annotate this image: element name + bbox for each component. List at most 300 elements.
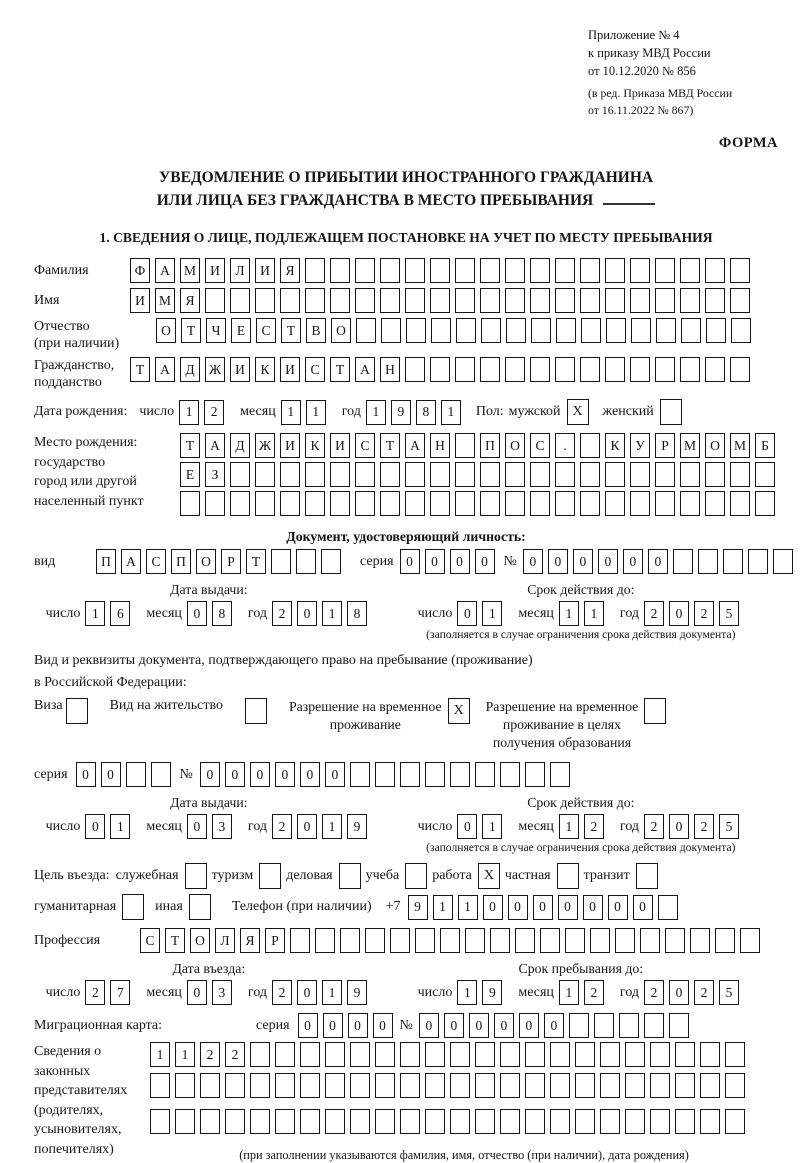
char-cell[interactable] (680, 491, 700, 516)
char-cell[interactable] (415, 928, 435, 953)
char-cell[interactable]: О (190, 928, 210, 953)
char-cell[interactable] (330, 258, 350, 283)
char-cell[interactable] (280, 462, 300, 487)
char-cell[interactable]: 0 (300, 762, 320, 787)
char-cell[interactable]: 0 (400, 549, 420, 574)
char-cell[interactable]: 1 (457, 980, 477, 1005)
char-cell[interactable] (405, 258, 425, 283)
char-cell[interactable] (271, 549, 291, 574)
char-cell[interactable]: 3 (212, 980, 232, 1005)
char-cell[interactable] (630, 491, 650, 516)
char-cell[interactable] (325, 1073, 345, 1098)
char-cell[interactable] (381, 318, 401, 343)
char-cell[interactable] (380, 462, 400, 487)
char-cell[interactable] (555, 462, 575, 487)
char-cell[interactable] (380, 491, 400, 516)
char-cell[interactable] (655, 357, 675, 382)
char-cell[interactable] (450, 1073, 470, 1098)
char-cell[interactable] (456, 318, 476, 343)
purpose-humanitarian-checkbox[interactable] (122, 894, 144, 920)
char-cell[interactable] (465, 928, 485, 953)
char-cell[interactable] (590, 928, 610, 953)
char-cell[interactable] (150, 1073, 170, 1098)
char-cell[interactable] (500, 1073, 520, 1098)
char-cell[interactable]: П (171, 549, 191, 574)
char-cell[interactable] (350, 1073, 370, 1098)
char-cell[interactable]: И (330, 433, 350, 458)
char-cell[interactable] (700, 1109, 720, 1134)
char-cell[interactable] (575, 1042, 595, 1067)
char-cell[interactable]: 1 (175, 1042, 195, 1067)
char-cell[interactable]: 0 (425, 549, 445, 574)
char-cell[interactable] (480, 258, 500, 283)
char-cell[interactable] (580, 462, 600, 487)
char-cell[interactable] (555, 288, 575, 313)
char-cell[interactable] (305, 288, 325, 313)
char-cell[interactable] (250, 1042, 270, 1067)
char-cell[interactable] (406, 318, 426, 343)
char-cell[interactable] (430, 357, 450, 382)
char-cell[interactable] (705, 258, 725, 283)
char-cell[interactable]: 0 (85, 814, 105, 839)
char-cell[interactable]: О (705, 433, 725, 458)
char-cell[interactable] (475, 762, 495, 787)
char-cell[interactable]: 2 (584, 980, 604, 1005)
char-cell[interactable]: . (555, 433, 575, 458)
char-cell[interactable]: Ж (205, 357, 225, 382)
char-cell[interactable]: 0 (533, 895, 553, 920)
char-cell[interactable] (658, 895, 678, 920)
char-cell[interactable]: 1 (559, 601, 579, 626)
char-cell[interactable]: Е (231, 318, 251, 343)
char-cell[interactable] (625, 1042, 645, 1067)
char-cell[interactable] (619, 1013, 639, 1038)
char-cell[interactable] (655, 288, 675, 313)
char-cell[interactable]: П (480, 433, 500, 458)
char-cell[interactable] (630, 357, 650, 382)
char-cell[interactable] (550, 1109, 570, 1134)
char-cell[interactable] (205, 491, 225, 516)
char-cell[interactable] (690, 928, 710, 953)
char-cell[interactable]: 0 (187, 601, 207, 626)
char-cell[interactable] (375, 1073, 395, 1098)
char-cell[interactable]: 0 (444, 1013, 464, 1038)
char-cell[interactable]: 1 (322, 814, 342, 839)
char-cell[interactable] (200, 1073, 220, 1098)
char-cell[interactable]: 0 (297, 814, 317, 839)
char-cell[interactable]: Л (215, 928, 235, 953)
char-cell[interactable] (615, 928, 635, 953)
char-cell[interactable]: 1 (559, 980, 579, 1005)
char-cell[interactable] (355, 288, 375, 313)
char-cell[interactable] (425, 1073, 445, 1098)
edu-residence-permit-checkbox[interactable] (644, 698, 666, 724)
char-cell[interactable] (600, 1042, 620, 1067)
char-cell[interactable] (505, 462, 525, 487)
char-cell[interactable] (565, 928, 585, 953)
char-cell[interactable]: М (155, 288, 175, 313)
char-cell[interactable]: 2 (694, 814, 714, 839)
char-cell[interactable]: 2 (272, 601, 292, 626)
char-cell[interactable]: 1 (458, 895, 478, 920)
female-checkbox[interactable] (660, 399, 682, 425)
char-cell[interactable]: Я (180, 288, 200, 313)
char-cell[interactable] (300, 1109, 320, 1134)
char-cell[interactable] (480, 357, 500, 382)
char-cell[interactable]: К (605, 433, 625, 458)
char-cell[interactable]: 6 (110, 601, 130, 626)
char-cell[interactable]: 0 (508, 895, 528, 920)
purpose-private-checkbox[interactable] (557, 863, 579, 889)
char-cell[interactable] (730, 288, 750, 313)
char-cell[interactable]: С (530, 433, 550, 458)
char-cell[interactable] (225, 1073, 245, 1098)
char-cell[interactable] (275, 1042, 295, 1067)
char-cell[interactable] (705, 462, 725, 487)
purpose-business-checkbox[interactable] (339, 863, 361, 889)
char-cell[interactable] (675, 1109, 695, 1134)
char-cell[interactable] (575, 1073, 595, 1098)
char-cell[interactable]: Н (430, 433, 450, 458)
char-cell[interactable] (673, 549, 693, 574)
char-cell[interactable] (230, 288, 250, 313)
char-cell[interactable] (250, 1073, 270, 1098)
char-cell[interactable]: 2 (584, 814, 604, 839)
char-cell[interactable] (400, 1042, 420, 1067)
char-cell[interactable] (665, 928, 685, 953)
char-cell[interactable] (550, 762, 570, 787)
char-cell[interactable] (380, 258, 400, 283)
visa-checkbox[interactable] (66, 698, 88, 724)
char-cell[interactable] (581, 318, 601, 343)
char-cell[interactable] (325, 1109, 345, 1134)
char-cell[interactable] (575, 1109, 595, 1134)
char-cell[interactable] (505, 357, 525, 382)
char-cell[interactable] (600, 1073, 620, 1098)
char-cell[interactable]: 0 (297, 980, 317, 1005)
char-cell[interactable] (430, 491, 450, 516)
char-cell[interactable]: К (305, 433, 325, 458)
char-cell[interactable]: 0 (450, 549, 470, 574)
char-cell[interactable]: Т (181, 318, 201, 343)
char-cell[interactable]: 0 (548, 549, 568, 574)
char-cell[interactable] (773, 549, 793, 574)
char-cell[interactable]: 8 (212, 601, 232, 626)
char-cell[interactable] (605, 357, 625, 382)
char-cell[interactable] (430, 288, 450, 313)
char-cell[interactable]: Б (755, 433, 775, 458)
char-cell[interactable] (425, 1109, 445, 1134)
char-cell[interactable] (555, 491, 575, 516)
char-cell[interactable]: В (306, 318, 326, 343)
temp-residence-permit-checkbox[interactable]: X (448, 698, 470, 724)
char-cell[interactable] (605, 288, 625, 313)
char-cell[interactable] (475, 1073, 495, 1098)
char-cell[interactable]: И (130, 288, 150, 313)
char-cell[interactable] (531, 318, 551, 343)
char-cell[interactable] (530, 357, 550, 382)
char-cell[interactable]: 1 (482, 814, 502, 839)
char-cell[interactable]: 1 (85, 601, 105, 626)
char-cell[interactable]: И (280, 357, 300, 382)
char-cell[interactable] (365, 928, 385, 953)
char-cell[interactable]: 1 (441, 400, 461, 425)
char-cell[interactable] (350, 1042, 370, 1067)
char-cell[interactable]: 0 (544, 1013, 564, 1038)
char-cell[interactable] (475, 1042, 495, 1067)
char-cell[interactable]: 1 (322, 601, 342, 626)
char-cell[interactable]: 0 (298, 1013, 318, 1038)
char-cell[interactable] (594, 1013, 614, 1038)
char-cell[interactable]: А (405, 433, 425, 458)
char-cell[interactable] (275, 1109, 295, 1134)
char-cell[interactable] (200, 1109, 220, 1134)
char-cell[interactable] (505, 491, 525, 516)
char-cell[interactable]: Ч (206, 318, 226, 343)
char-cell[interactable] (605, 462, 625, 487)
char-cell[interactable] (355, 491, 375, 516)
char-cell[interactable] (525, 762, 545, 787)
char-cell[interactable]: С (355, 433, 375, 458)
char-cell[interactable]: С (256, 318, 276, 343)
char-cell[interactable] (580, 357, 600, 382)
char-cell[interactable]: 1 (366, 400, 386, 425)
char-cell[interactable] (431, 318, 451, 343)
char-cell[interactable]: Я (280, 258, 300, 283)
char-cell[interactable] (625, 1073, 645, 1098)
char-cell[interactable] (400, 762, 420, 787)
char-cell[interactable]: 2 (272, 814, 292, 839)
char-cell[interactable] (355, 258, 375, 283)
char-cell[interactable] (321, 549, 341, 574)
char-cell[interactable]: 2 (694, 980, 714, 1005)
char-cell[interactable] (480, 288, 500, 313)
char-cell[interactable]: Л (230, 258, 250, 283)
char-cell[interactable] (650, 1109, 670, 1134)
char-cell[interactable] (330, 491, 350, 516)
char-cell[interactable]: 9 (347, 980, 367, 1005)
char-cell[interactable]: 1 (110, 814, 130, 839)
char-cell[interactable] (455, 462, 475, 487)
char-cell[interactable] (530, 491, 550, 516)
char-cell[interactable] (175, 1073, 195, 1098)
char-cell[interactable] (300, 1073, 320, 1098)
char-cell[interactable] (540, 928, 560, 953)
char-cell[interactable]: И (255, 258, 275, 283)
char-cell[interactable]: 1 (559, 814, 579, 839)
char-cell[interactable]: А (355, 357, 375, 382)
char-cell[interactable]: 0 (648, 549, 668, 574)
char-cell[interactable]: 0 (275, 762, 295, 787)
char-cell[interactable] (680, 462, 700, 487)
char-cell[interactable]: А (121, 549, 141, 574)
char-cell[interactable] (500, 1109, 520, 1134)
char-cell[interactable] (555, 357, 575, 382)
char-cell[interactable] (375, 1109, 395, 1134)
char-cell[interactable]: 0 (623, 549, 643, 574)
char-cell[interactable] (630, 258, 650, 283)
char-cell[interactable] (515, 928, 535, 953)
char-cell[interactable]: 7 (110, 980, 130, 1005)
char-cell[interactable] (340, 928, 360, 953)
char-cell[interactable]: 0 (225, 762, 245, 787)
char-cell[interactable] (475, 1109, 495, 1134)
char-cell[interactable]: 5 (719, 601, 739, 626)
char-cell[interactable] (730, 357, 750, 382)
char-cell[interactable]: А (155, 357, 175, 382)
char-cell[interactable] (525, 1042, 545, 1067)
char-cell[interactable] (530, 288, 550, 313)
char-cell[interactable] (630, 462, 650, 487)
char-cell[interactable]: А (205, 433, 225, 458)
char-cell[interactable]: 0 (101, 762, 121, 787)
char-cell[interactable]: 1 (482, 601, 502, 626)
char-cell[interactable] (230, 491, 250, 516)
char-cell[interactable] (425, 762, 445, 787)
char-cell[interactable] (580, 288, 600, 313)
char-cell[interactable] (225, 1109, 245, 1134)
purpose-transit-checkbox[interactable] (636, 863, 658, 889)
char-cell[interactable]: Ж (255, 433, 275, 458)
char-cell[interactable] (480, 491, 500, 516)
char-cell[interactable] (700, 1073, 720, 1098)
char-cell[interactable]: 0 (669, 601, 689, 626)
char-cell[interactable] (630, 288, 650, 313)
char-cell[interactable]: М (680, 433, 700, 458)
char-cell[interactable]: 2 (272, 980, 292, 1005)
char-cell[interactable]: К (255, 357, 275, 382)
char-cell[interactable] (605, 258, 625, 283)
char-cell[interactable]: 0 (373, 1013, 393, 1038)
char-cell[interactable] (725, 1042, 745, 1067)
char-cell[interactable]: Т (130, 357, 150, 382)
char-cell[interactable] (680, 357, 700, 382)
char-cell[interactable] (580, 258, 600, 283)
char-cell[interactable]: 9 (347, 814, 367, 839)
char-cell[interactable] (126, 762, 146, 787)
char-cell[interactable]: 0 (583, 895, 603, 920)
char-cell[interactable] (698, 549, 718, 574)
char-cell[interactable]: 0 (475, 549, 495, 574)
char-cell[interactable] (230, 462, 250, 487)
char-cell[interactable] (700, 1042, 720, 1067)
char-cell[interactable]: Д (230, 433, 250, 458)
char-cell[interactable] (580, 491, 600, 516)
purpose-work-checkbox[interactable]: X (478, 863, 500, 889)
char-cell[interactable] (405, 462, 425, 487)
char-cell[interactable]: 0 (483, 895, 503, 920)
char-cell[interactable] (525, 1109, 545, 1134)
char-cell[interactable] (681, 318, 701, 343)
char-cell[interactable]: 1 (584, 601, 604, 626)
char-cell[interactable]: Р (265, 928, 285, 953)
char-cell[interactable]: 1 (306, 400, 326, 425)
char-cell[interactable] (455, 357, 475, 382)
char-cell[interactable] (500, 762, 520, 787)
char-cell[interactable] (255, 462, 275, 487)
char-cell[interactable]: 0 (669, 814, 689, 839)
char-cell[interactable] (455, 288, 475, 313)
char-cell[interactable]: Н (380, 357, 400, 382)
char-cell[interactable]: 0 (573, 549, 593, 574)
char-cell[interactable] (669, 1013, 689, 1038)
char-cell[interactable] (631, 318, 651, 343)
char-cell[interactable]: 0 (633, 895, 653, 920)
char-cell[interactable]: 2 (644, 980, 664, 1005)
char-cell[interactable] (151, 762, 171, 787)
char-cell[interactable]: 0 (187, 980, 207, 1005)
char-cell[interactable] (625, 1109, 645, 1134)
char-cell[interactable]: 1 (281, 400, 301, 425)
char-cell[interactable]: 0 (519, 1013, 539, 1038)
char-cell[interactable]: 0 (76, 762, 96, 787)
char-cell[interactable] (305, 491, 325, 516)
char-cell[interactable] (680, 258, 700, 283)
char-cell[interactable]: Т (180, 433, 200, 458)
char-cell[interactable] (350, 1109, 370, 1134)
char-cell[interactable] (748, 549, 768, 574)
char-cell[interactable] (530, 462, 550, 487)
char-cell[interactable]: 9 (408, 895, 428, 920)
char-cell[interactable]: И (280, 433, 300, 458)
char-cell[interactable] (723, 549, 743, 574)
char-cell[interactable]: 0 (669, 980, 689, 1005)
char-cell[interactable] (505, 258, 525, 283)
char-cell[interactable] (296, 549, 316, 574)
char-cell[interactable] (505, 288, 525, 313)
char-cell[interactable] (480, 462, 500, 487)
char-cell[interactable]: О (331, 318, 351, 343)
char-cell[interactable] (755, 491, 775, 516)
char-cell[interactable] (255, 491, 275, 516)
char-cell[interactable]: 0 (297, 601, 317, 626)
char-cell[interactable] (580, 433, 600, 458)
char-cell[interactable]: Д (180, 357, 200, 382)
char-cell[interactable] (481, 318, 501, 343)
char-cell[interactable]: 2 (204, 400, 224, 425)
char-cell[interactable] (656, 318, 676, 343)
char-cell[interactable]: 0 (325, 762, 345, 787)
char-cell[interactable] (405, 357, 425, 382)
char-cell[interactable]: 0 (457, 814, 477, 839)
char-cell[interactable] (180, 491, 200, 516)
char-cell[interactable]: 9 (391, 400, 411, 425)
char-cell[interactable]: 2 (644, 601, 664, 626)
char-cell[interactable] (725, 1073, 745, 1098)
char-cell[interactable] (650, 1073, 670, 1098)
char-cell[interactable] (280, 491, 300, 516)
char-cell[interactable] (330, 462, 350, 487)
char-cell[interactable] (330, 288, 350, 313)
char-cell[interactable]: О (505, 433, 525, 458)
char-cell[interactable] (725, 1109, 745, 1134)
char-cell[interactable]: 0 (419, 1013, 439, 1038)
char-cell[interactable] (290, 928, 310, 953)
char-cell[interactable]: И (205, 258, 225, 283)
char-cell[interactable] (325, 1042, 345, 1067)
char-cell[interactable]: 0 (598, 549, 618, 574)
char-cell[interactable]: 1 (179, 400, 199, 425)
char-cell[interactable]: И (230, 357, 250, 382)
char-cell[interactable] (405, 491, 425, 516)
char-cell[interactable] (425, 1042, 445, 1067)
char-cell[interactable] (450, 1109, 470, 1134)
char-cell[interactable] (569, 1013, 589, 1038)
char-cell[interactable]: П (96, 549, 116, 574)
char-cell[interactable] (380, 288, 400, 313)
char-cell[interactable]: 0 (323, 1013, 343, 1038)
char-cell[interactable] (405, 288, 425, 313)
